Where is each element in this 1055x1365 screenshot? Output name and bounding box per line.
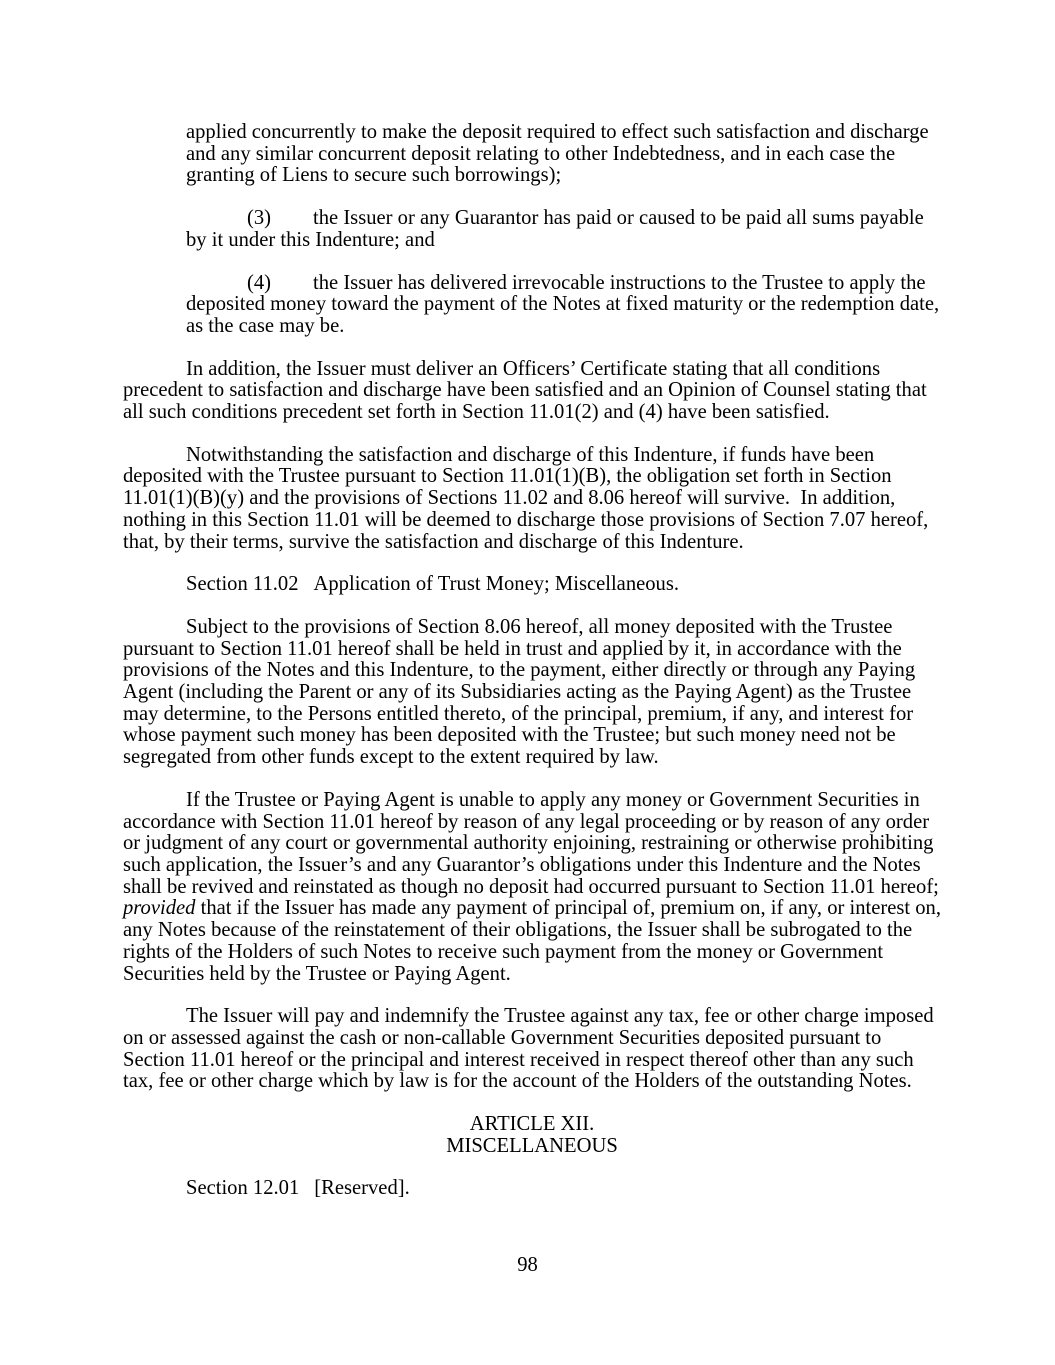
paragraph-continuation: applied concurrently to make the deposit required to effect such satisfaction and discharge and any similar concurrent deposit relating to other Indebtedness, and in each case the granting of Liens to secure such borrowings); [186,121,929,187]
page-number: 98 [517,1254,538,1276]
section-heading-11-02 [186,574,941,596]
paragraph-if-trustee-pre: If the Trustee or Paying Agent is unable to apply any money or Government Securities in accordance with Section 11.01 hereof by reason of any legal proceeding or by reason of any order or judgment of any court or governmental authority enjoining, restraining or otherwise prohibiting such application, the Issuer’s and any Guarantor’s obligations under this Indenture and the Notes shall be revived and reinstated as though no deposit had occurred pursuant to Section 11.01 hereof; [123,788,939,898]
section-12-01-label: Section 12.01 [186,1177,300,1200]
list-item-3-number: (3) [247,207,272,230]
section-11-02-title: Application of Trust Money; Miscellaneous. [313,573,680,596]
section-12-01-title: [Reserved]. [314,1177,410,1200]
article-heading-title: MISCELLANEOUS [446,1134,618,1157]
section-11-02-label: Section 11.02 [186,573,299,596]
article-heading [123,1114,941,1157]
list-item-4 [186,273,941,338]
paragraph-if-trustee [123,790,941,985]
provided-italic-term: provided [123,897,196,920]
paragraph-if-trustee-post: that if the Issuer has made any payment of principal of, premium on, if any, or interest on, any Notes because of the reinstatement of their obligations, the Issuer shall be subrogated to the rights of the Holders of such Notes to receive such payment from the money or Government Securities held by the Trustee or Paying Agent. [123,897,942,985]
paragraph-issuer-pay-indemnify: The Issuer will pay and indemnify the Trustee against any tax, fee or other charge imposed on or assessed against the cash or non-callable Government Securities deposited pursuant to Section 11.01 hereof or the principal and interest received in respect thereof other than any such tax, fee or other charge which by law is for the account of the Holders of the outstanding Notes. [123,1005,934,1093]
list-item-3 [186,208,941,251]
article-heading-number: ARTICLE XII. [469,1113,595,1136]
section-heading-12-01 [186,1178,941,1200]
list-item-4-number: (4) [247,271,272,294]
list-item-3-text: the Issuer or any Guarantor has paid or caused to be paid all sums payable by it under this Indenture; and [186,207,924,251]
list-item-4-text: the Issuer has delivered irrevocable instructions to the Trustee to apply the deposited money toward the payment of the Notes at fixed maturity or the redemption date, as the case may be. [186,271,940,337]
page-body-text [123,122,941,1200]
paragraph-subject-to-provisions: Subject to the provisions of Section 8.06 hereof, all money deposited with the Trustee pursuant to Section 11.01 hereof shall be held in trust and applied by it, in accordance with the provisions of the Notes and this Indenture, to the payment, either directly or through any Paying Agent (including the Parent or any of its Subsidiaries acting as the Paying Agent) as the Trustee may determine, to the Persons entitled thereto, of the principal, premium, if any, and interest for whose payment such money has been deposited with the Trustee; but such money need not be segregated from other funds except to the extent required by law. [123,615,916,769]
paragraph-officers-certificate: In addition, the Issuer must deliver an Officers’ Certificate stating that all conditions precedent to satisfaction and discharge have been satisfied and an Opinion of Counsel stating that all such conditions precedent set forth in Section 11.01(2) and (4) have been satisfied. [123,357,927,424]
paragraph-notwithstanding: Notwithstanding the satisfaction and discharge of this Indenture, if funds have been deposited with the Trustee pursuant to Section 11.01(1)(B), the obligation set forth in Section 11.01(1)(B)(y) and the provisions of Sections 11.02 and 8.06 hereof will survive. In addition, nothing in this Section 11.01 will be deemed to discharge those provisions of Section 7.07 hereof, that, by their terms, survive the satisfaction and discharge of this Indenture. [123,443,929,553]
